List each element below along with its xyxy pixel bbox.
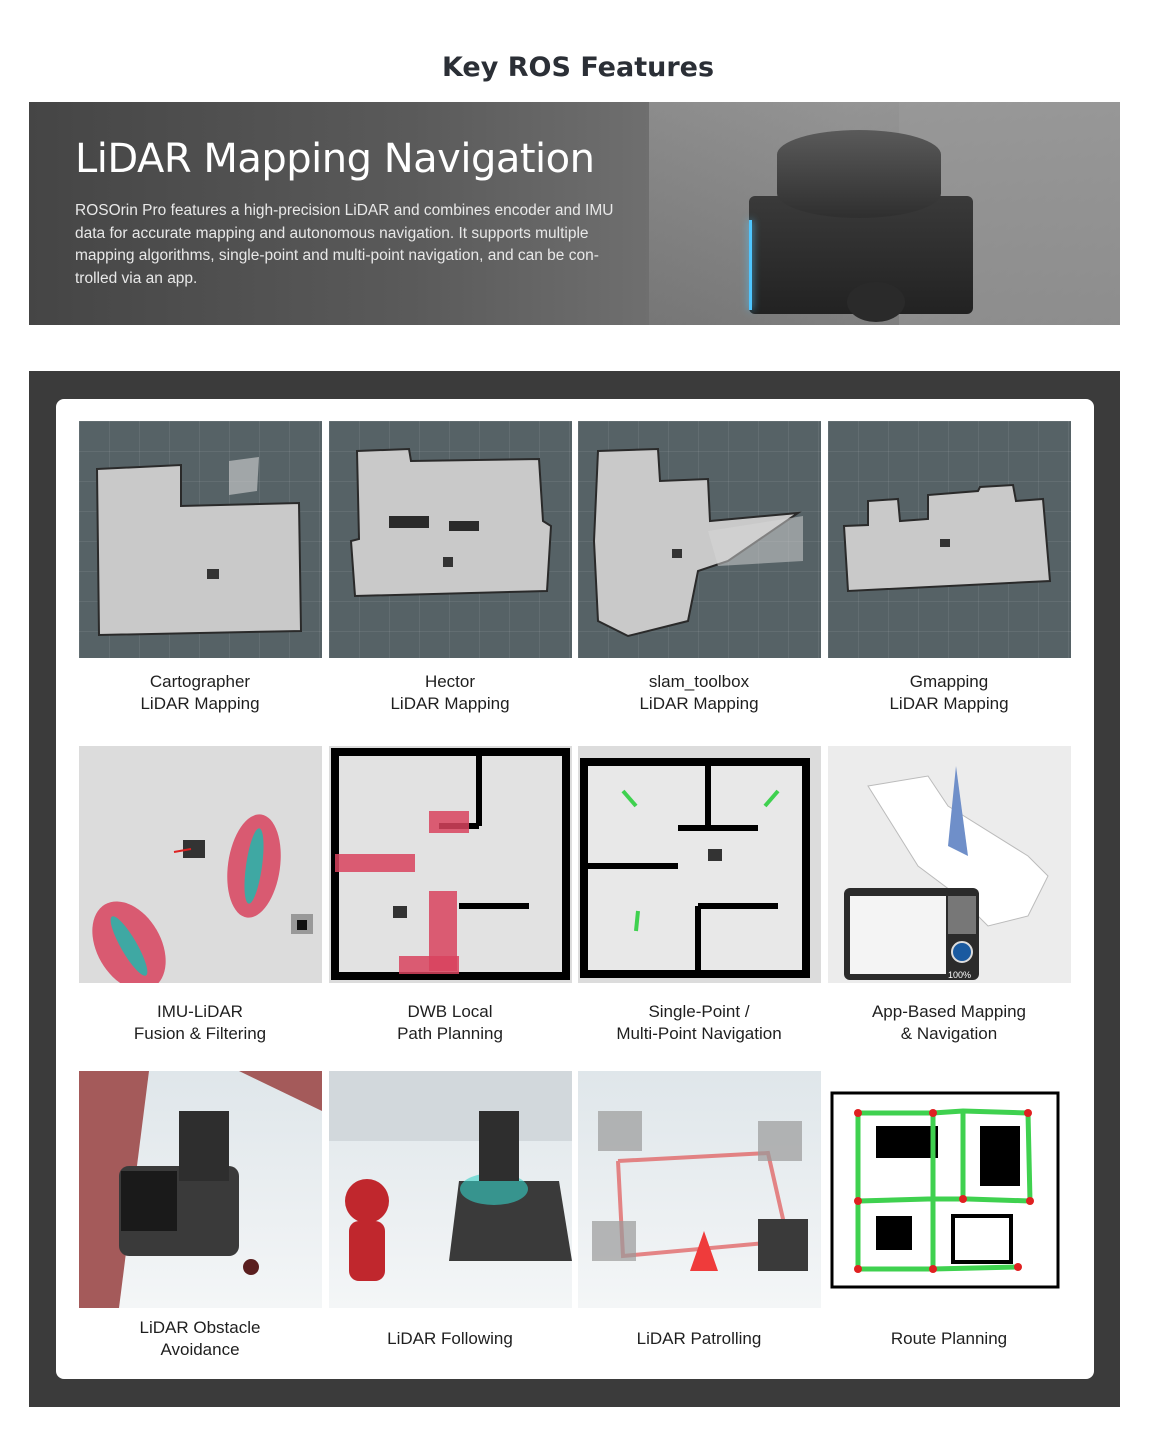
lidar-banner	[29, 102, 1120, 325]
feature-image-obstacle-avoidance	[79, 1071, 322, 1308]
lidar-knob	[847, 282, 905, 322]
obstacle-avoidance-photo	[79, 1071, 322, 1308]
feature-caption: LiDAR Patrolling	[636, 1329, 762, 1348]
feature-image-cartographer	[79, 421, 322, 658]
navigation-map	[578, 746, 821, 983]
feature-caption: Single-Point / Multi-Point Navigation	[616, 1002, 782, 1043]
feature-image-route-planning	[828, 1071, 1071, 1308]
imu-lidar-costmap	[79, 746, 322, 983]
feature-caption: IMU-LiDAR Fusion & Filtering	[133, 1002, 267, 1043]
feature-caption: Route Planning	[890, 1329, 1008, 1348]
lidar-cap	[777, 130, 941, 218]
feature-caption: slam_toolbox LiDAR Mapping	[639, 672, 759, 713]
feature-image-gmapping	[828, 421, 1071, 658]
battery-label: 100%	[948, 970, 972, 980]
lidar-sensor-image	[749, 130, 979, 325]
lidar-glow	[749, 220, 752, 310]
feature-caption: Cartographer LiDAR Mapping	[140, 672, 260, 713]
lidar-following-photo	[329, 1071, 572, 1308]
dwb-costmap	[329, 746, 572, 983]
route-planning-map	[828, 1071, 1071, 1308]
feature-image-waypoint-navigation	[578, 746, 821, 983]
lidar-patrolling-photo	[578, 1071, 821, 1308]
gmapping-map	[828, 421, 1071, 658]
feature-image-app-mapping	[828, 746, 1071, 983]
banner-description: ROSOrin Pro features a high-precision LiDAR and combines encoder and IMU data for accurate mapping and autonomous navigation. It supports multiple mapping algorithms, single-point and multi-point navigation, and can be con-trolled via an app.	[75, 202, 614, 287]
feature-image-lidar-patrolling	[578, 1071, 821, 1308]
feature-caption: DWB Local Path Planning	[397, 1002, 503, 1043]
feature-image-slam-toolbox	[578, 421, 821, 658]
page-title: Key ROS Features	[441, 52, 715, 83]
feature-caption: LiDAR Following	[387, 1329, 513, 1348]
feature-caption: LiDAR Obstacle Avoidance	[139, 1318, 261, 1359]
feature-caption: Hector LiDAR Mapping	[390, 672, 510, 713]
feature-caption: App-Based Mapping & Navigation	[871, 1002, 1027, 1043]
cartographer-map	[79, 421, 322, 658]
feature-caption: Gmapping LiDAR Mapping	[889, 672, 1009, 713]
hector-map	[329, 421, 572, 658]
feature-image-hector	[329, 421, 572, 658]
banner-heading: LiDAR Mapping Navigation	[75, 136, 595, 182]
feature-image-dwb	[329, 746, 572, 983]
app-mapping-scene	[828, 746, 1071, 983]
feature-image-lidar-following	[329, 1071, 572, 1308]
feature-image-imu-lidar	[79, 746, 322, 983]
slam-toolbox-map	[578, 421, 821, 658]
